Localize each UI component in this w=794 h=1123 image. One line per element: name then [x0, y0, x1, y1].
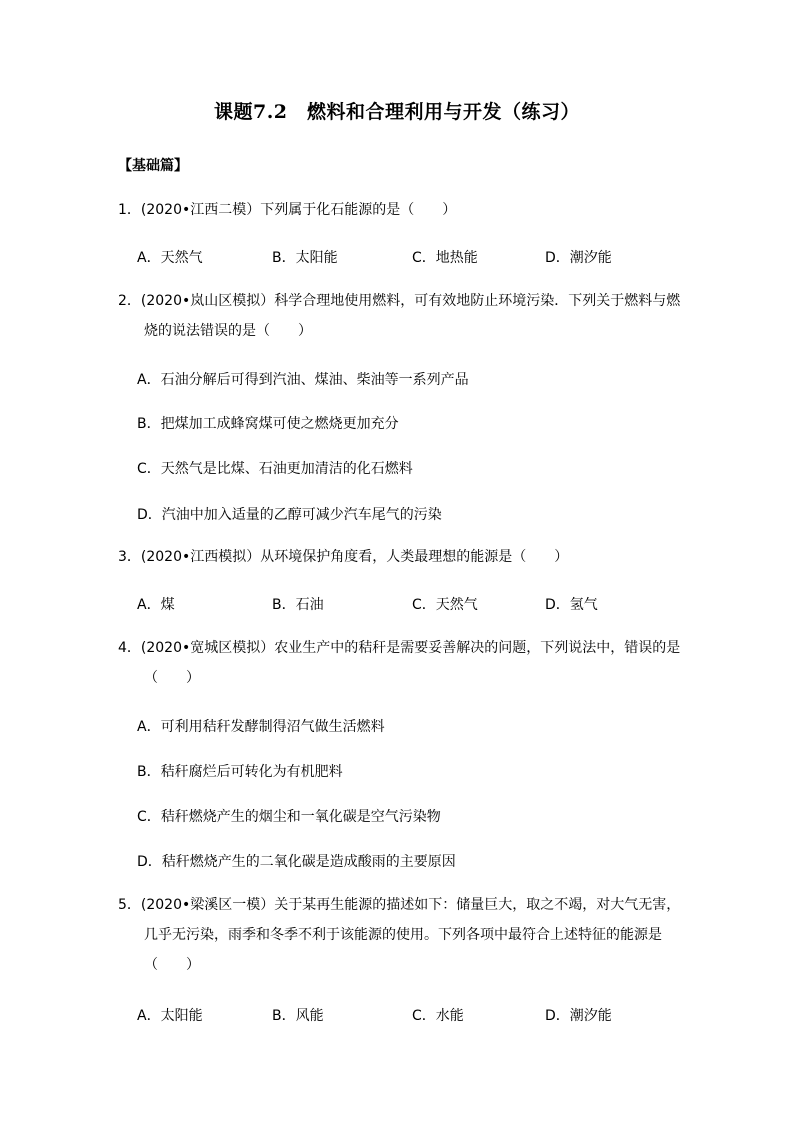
question-3-option-a: A．煤	[137, 597, 175, 613]
question-5-option-d: D．潮汐能	[545, 1008, 612, 1024]
question-1-option-a: A．天然气	[137, 250, 203, 266]
question-2-option-a: A．石油分解后可得到汽油、煤油、柴油等一系列产品	[137, 372, 469, 388]
question-1-option-d: D．潮汐能	[545, 250, 612, 266]
question-3-stem: 3．(2020•江西模拟）从环境保护角度看，人类最理想的能源是（ ）	[118, 549, 569, 565]
question-5-stem-line-3: （ ）	[144, 957, 200, 973]
question-1-stem: 1．(2020•江西二模）下列属于化石能源的是（ ）	[118, 202, 457, 218]
question-2-stem-line-2: 烧的说法错误的是（ ）	[144, 323, 312, 339]
question-2-option-d: D．汽油中加入适量的乙醇可减少汽车尾气的污染	[137, 507, 442, 523]
question-2-option-c: C．天然气是比煤、石油更加清洁的化石燃料	[137, 461, 413, 477]
question-5-stem-line-1: 5．(2020•梁溪区一模）关于某再生能源的描述如下：储量巨大，取之不竭，对大气无害，	[118, 897, 681, 913]
question-3-option-d: D．氢气	[545, 597, 598, 613]
question-3-option-b: B．石油	[272, 597, 324, 613]
question-5-option-b: B．风能	[272, 1008, 324, 1024]
question-4-stem-line-2: （ ）	[144, 670, 200, 686]
question-3-option-c: C．天然气	[412, 597, 478, 613]
question-4-option-d: D．秸秆燃烧产生的二氧化碳是造成酸雨的主要原因	[137, 854, 456, 870]
question-4-stem-line-1: 4．(2020•宽城区模拟）农业生产中的秸秆是需要妥善解决的问题，下列说法中，错误的是	[118, 640, 681, 656]
section-heading: 【基础篇】	[118, 158, 188, 174]
question-2-option-b: B．把煤加工成蜂窝煤可使之燃烧更加充分	[137, 416, 399, 432]
question-4-option-b: B．秸秆腐烂后可转化为有机肥料	[137, 764, 343, 780]
question-5-option-a: A．太阳能	[137, 1008, 203, 1024]
question-4-option-a: A．可利用秸秆发酵制得沼气做生活燃料	[137, 719, 385, 735]
question-2-stem-line-1: 2．(2020•岚山区模拟）科学合理地使用燃料，可有效地防止环境污染．下列关于燃料与燃	[118, 293, 681, 309]
question-1-option-c: C．地热能	[412, 250, 478, 266]
question-1-option-b: B．太阳能	[272, 250, 338, 266]
question-4-option-c: C．秸秆燃烧产生的烟尘和一氧化碳是空气污染物	[137, 809, 441, 825]
question-5-stem-line-2: 几乎无污染，雨季和冬季不利于该能源的使用。下列各项中最符合上述特征的能源是	[144, 927, 662, 943]
page-title: 课题7.2 燃料和合理利用与开发（练习）	[213, 101, 581, 123]
question-5-option-c: C．水能	[412, 1008, 464, 1024]
